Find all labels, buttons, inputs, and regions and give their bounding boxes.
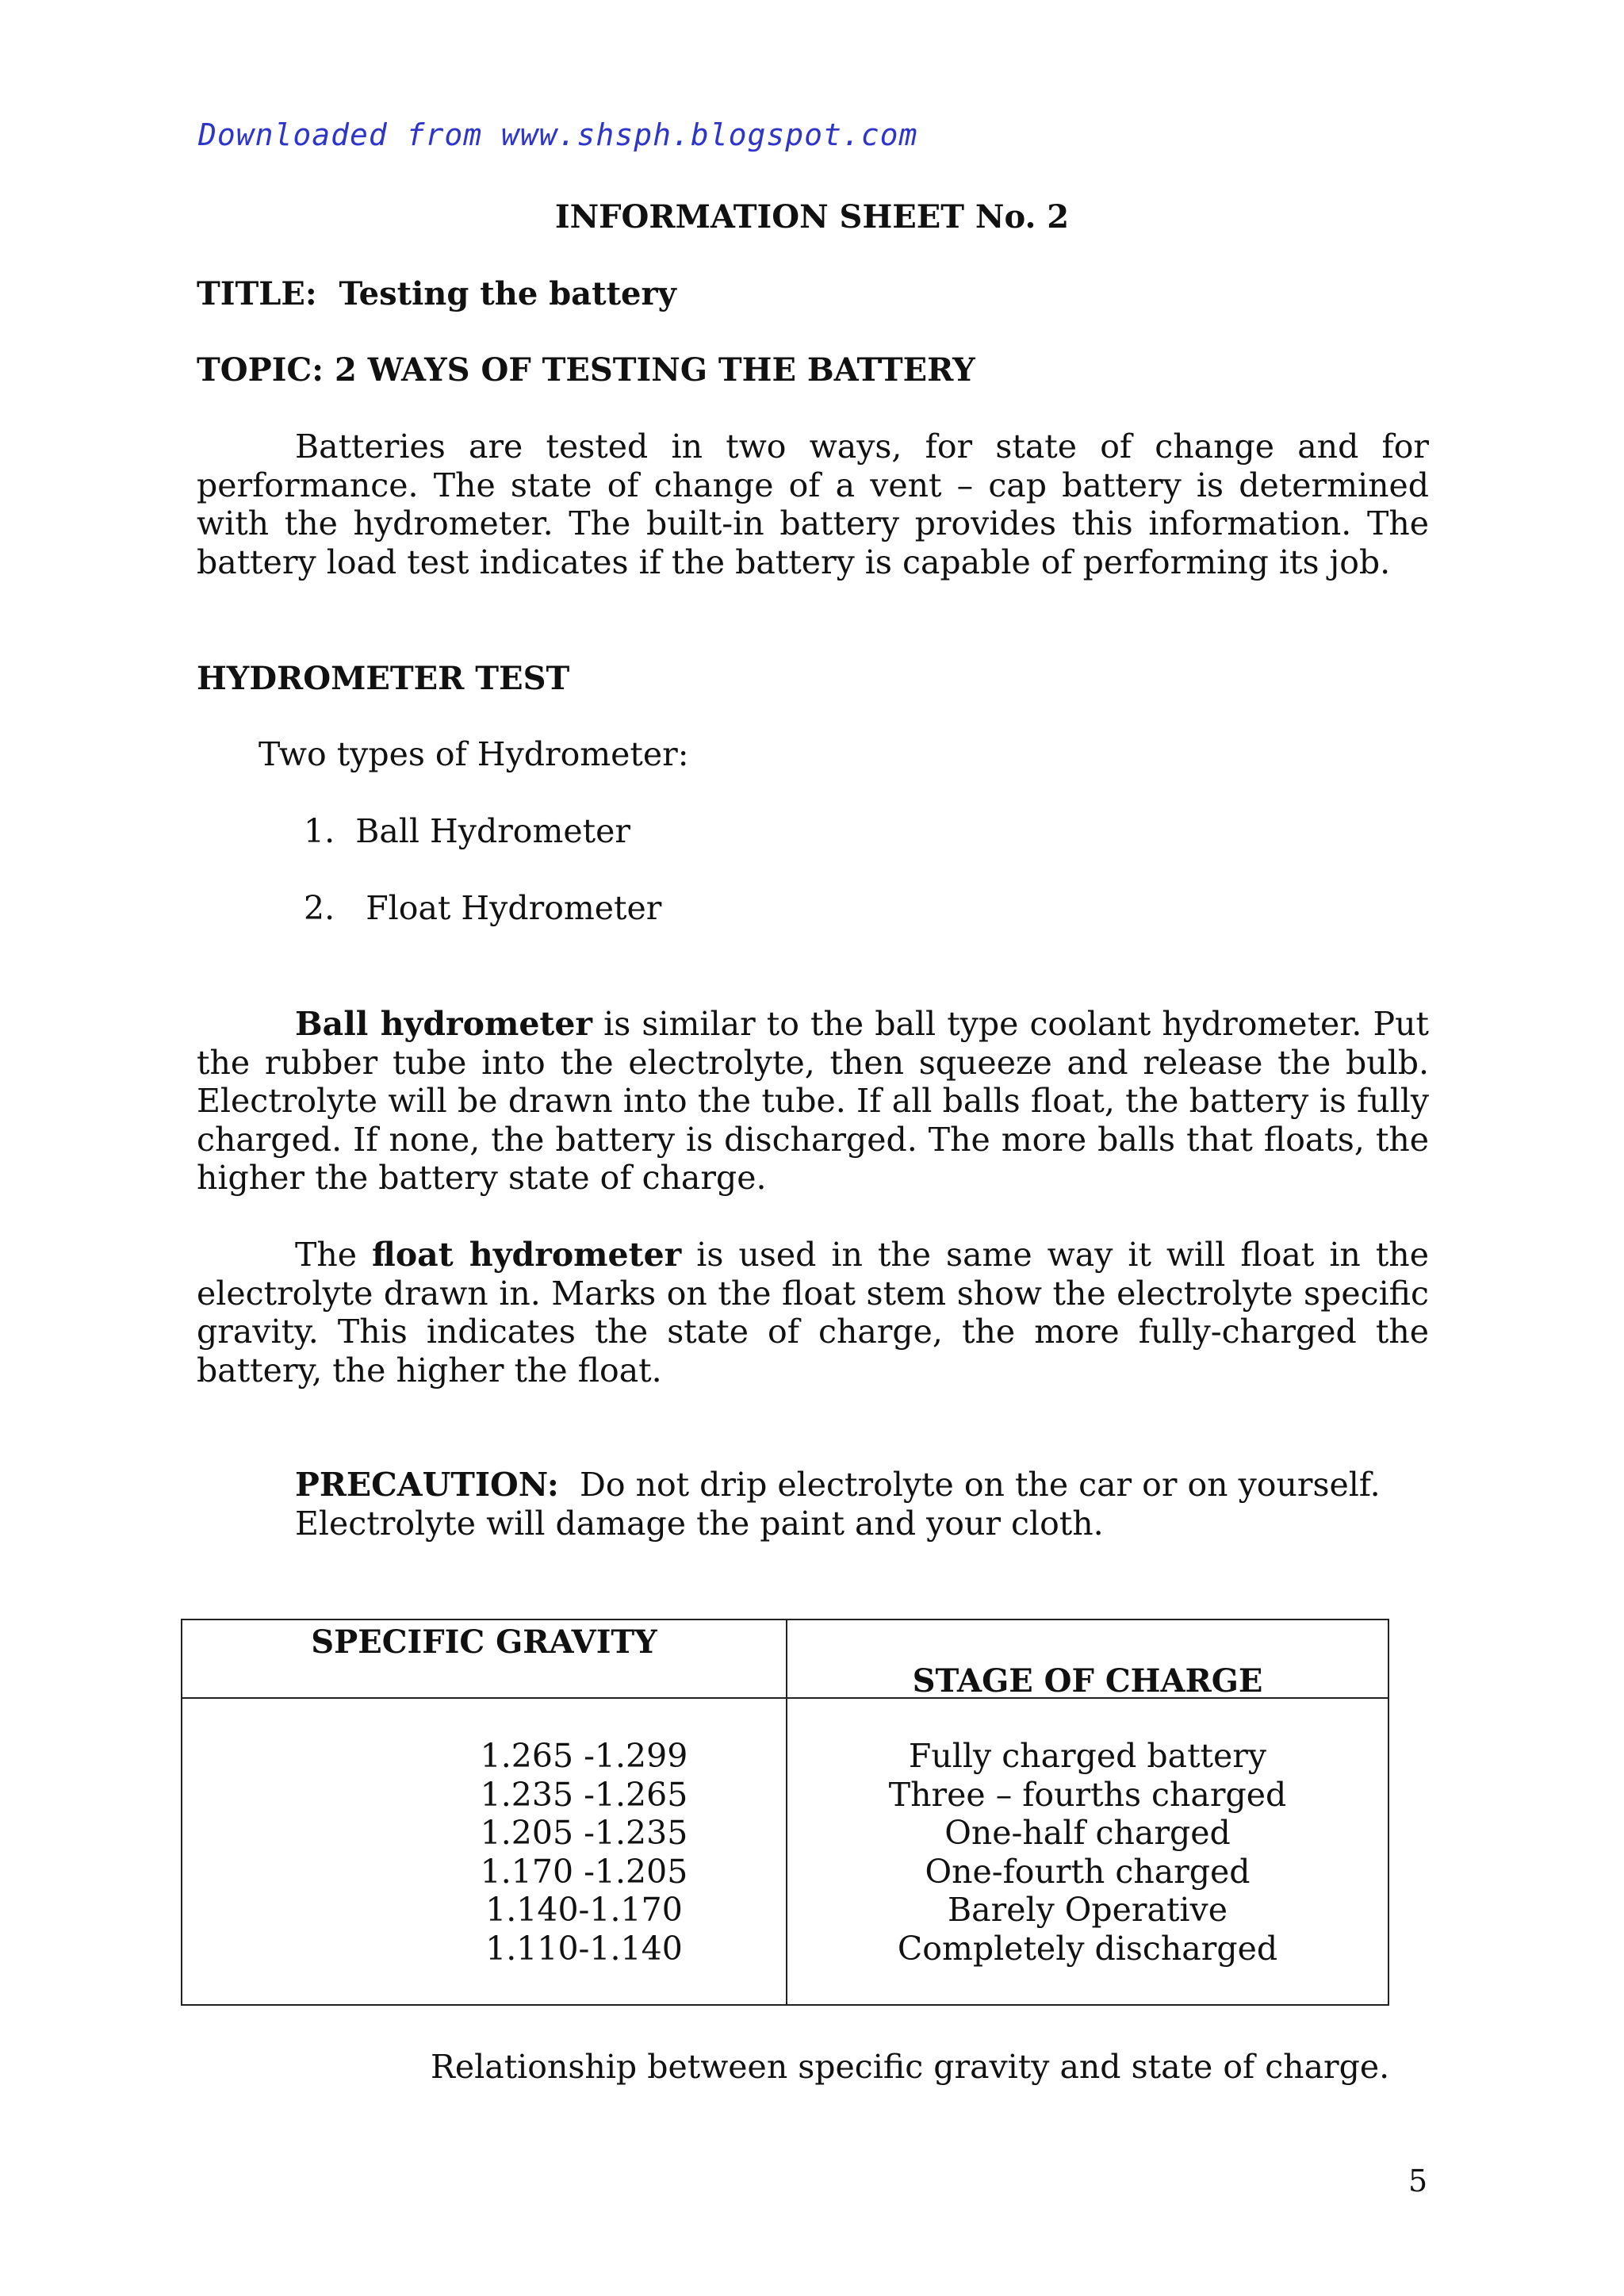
title-value: Testing the battery (339, 275, 676, 312)
page-number: 5 (1408, 2164, 1428, 2198)
title-line (197, 275, 676, 312)
ball-text: is similar to the ball type coolant hydrometer. Put the rubber tube into the electrolyte, then squeeze and release the bulb. Electrolyte will be drawn into the tube. If all balls float, the battery is fully charged. If none, the battery is discharged. The more balls that floats, the higher the battery state of charge. (197, 1005, 1429, 1197)
precaution-label: PRECAUTION: (295, 1466, 559, 1504)
ball-term: Ball hydrometer (295, 1005, 593, 1043)
gravity-value: 1.205 -1.235 (480, 1814, 688, 1852)
type-item-float (304, 889, 661, 928)
stage-value: Barely Operative (948, 1891, 1228, 1929)
float-pre: The (295, 1236, 373, 1274)
precaution-line2: Electrolyte will damage the paint and your cloth. (295, 1504, 1104, 1543)
stage-value: Completely discharged (897, 1929, 1278, 1968)
table-header-gravity: SPECIFIC GRAVITY (311, 1623, 657, 1661)
gravity-table (181, 1619, 1389, 2006)
type-label: Float Hydrometer (366, 889, 662, 927)
type-number: 1. (304, 812, 335, 850)
stage-values (786, 1737, 1389, 1968)
table-caption: Relationship between specific gravity and state of charge. (431, 2048, 1390, 2086)
stage-value: Fully charged battery (908, 1737, 1267, 1775)
ball-paragraph (197, 1005, 1429, 1198)
precaution-line1: Do not drip electrolyte on the car or on yourself. (579, 1466, 1381, 1504)
gravity-value: 1.235 -1.265 (480, 1775, 688, 1814)
topic-line (197, 351, 975, 389)
topic-value: 2 WAYS OF TESTING THE BATTERY (334, 351, 975, 389)
type-label: Ball Hydrometer (355, 812, 630, 850)
gravity-value: 1.110-1.140 (485, 1929, 683, 1968)
float-paragraph (197, 1236, 1429, 1389)
precaution (295, 1466, 1429, 1543)
float-text: is used in the same way it will float in the electrolyte drawn in. Marks on the float stem show the electrolyte specific gravity. This indicates the state of charge, the more fully-charged the battery, the higher the float. (197, 1236, 1429, 1389)
sheet-title: INFORMATION SHEET No. 2 (554, 198, 1070, 236)
gravity-value: 1.170 -1.205 (480, 1852, 688, 1891)
float-term: float hydrometer (372, 1236, 682, 1274)
title-label: TITLE: (197, 275, 317, 312)
stage-value: One-fourth charged (925, 1852, 1251, 1891)
gravity-value: 1.140-1.170 (485, 1891, 683, 1929)
gravity-value: 1.265 -1.299 (480, 1737, 688, 1775)
intro-paragraph: Batteries are tested in two ways, for state of change and for performance. The state of change of a vent – cap battery is determined with the hydrometer. The built-in battery provides this information. The battery load test indicates if the battery is capable of performing its job. (197, 427, 1429, 581)
topic-label: TOPIC: (197, 351, 324, 389)
watermark-link[interactable]: Downloaded from www.shsph.blogspot.com (198, 117, 918, 152)
type-number: 2. (304, 889, 335, 927)
types-intro: Two types of Hydrometer: (259, 735, 689, 773)
stage-value: Three – fourths charged (888, 1775, 1287, 1814)
hydrometer-heading: HYDROMETER TEST (197, 660, 570, 697)
stage-value: One-half charged (944, 1814, 1231, 1852)
table-header-stage: STAGE OF CHARGE (912, 1662, 1263, 1700)
type-item-ball (304, 812, 630, 851)
